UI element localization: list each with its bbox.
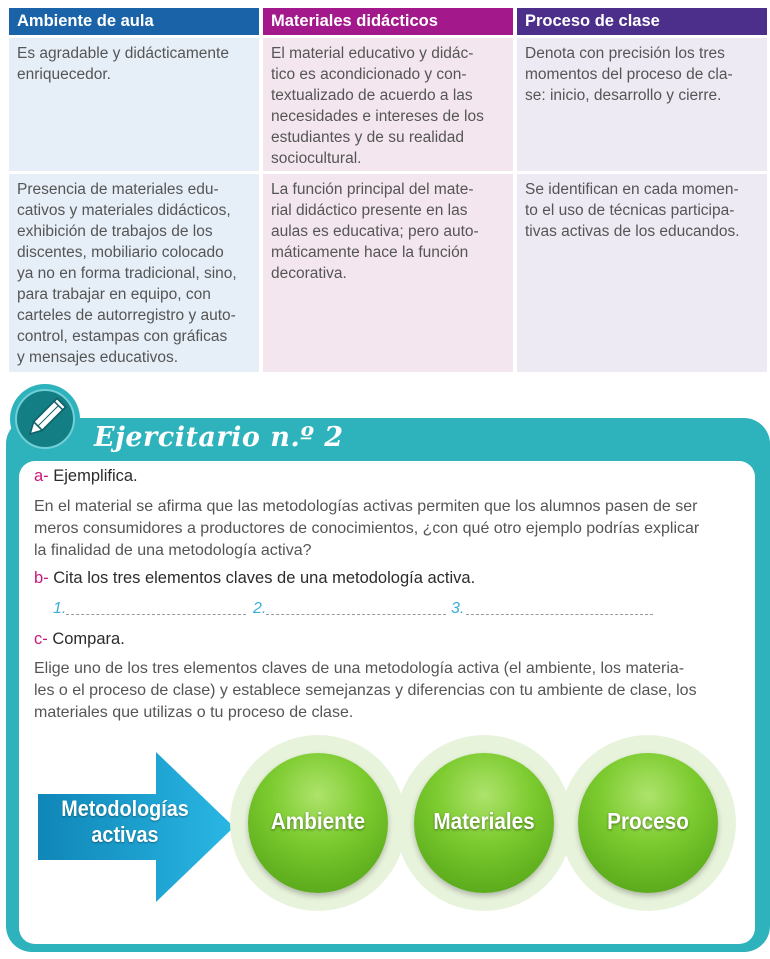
cell-line: discentes, mobiliario colocado	[17, 244, 224, 261]
header-proceso: Proceso de clase	[517, 8, 767, 35]
cell-line: enriquecedor.	[17, 66, 111, 83]
cell-line: tivas activas de los educandos.	[525, 223, 740, 240]
table-cell	[263, 174, 513, 372]
cell-line: to el uso de técnicas participa-	[525, 202, 735, 219]
cell-line: rial didáctico presente en las	[271, 202, 468, 219]
cell-line: tico es acondicionado y con-	[271, 66, 467, 83]
cell-line: control, estampas con gráficas	[17, 328, 228, 345]
text-line: Elige uno de los tres elementos claves de una metodología activa (el ambiente, los materia-	[34, 660, 685, 677]
question-b-marker: b-	[34, 569, 49, 587]
question-c-label	[34, 630, 125, 649]
cell-line: sociocultural.	[271, 150, 362, 167]
cell-line: carteles de autorregistro y auto-	[17, 307, 236, 324]
blank-1-number: 1.	[53, 600, 67, 617]
answer-line-3[interactable]	[466, 614, 653, 615]
blank-3-number: 3.	[451, 600, 465, 617]
arrow-label-line: Metodologías	[61, 796, 189, 821]
blank-2-number: 2.	[253, 600, 267, 617]
cell-line: Presencia de materiales edu-	[17, 181, 219, 198]
header-ambiente: Ambiente de aula	[9, 8, 259, 35]
cell-line: La función principal del mate-	[271, 181, 474, 198]
cell-line: El material educativo y didác-	[271, 45, 474, 62]
text-line: la finalidad de una metodología activa?	[34, 542, 312, 559]
cell-line: Se identifican en cada momen-	[525, 181, 739, 198]
text-line: materiales que utilizas o tu proceso de clase.	[34, 704, 354, 721]
cell-line: estudiantes y de su realidad	[271, 129, 465, 146]
cell-line: cativos y materiales didácticos,	[17, 202, 231, 219]
circle-label-materiales: Materiales	[433, 808, 535, 834]
header-materiales: Materiales didácticos	[263, 8, 513, 35]
text-line: En el material se afirma que las metodologías activas permiten que los alumnos pasen de ser	[34, 498, 698, 515]
question-c-text	[34, 658, 746, 724]
cell-line: decorativa.	[271, 265, 347, 282]
cell-line: Denota con precisión los tres	[525, 45, 725, 62]
cell-line: exhibición de trabajos de los	[17, 223, 213, 240]
answer-line-1[interactable]	[66, 614, 246, 615]
cell-line: textualizado de acuerdo a las	[271, 87, 473, 104]
cell-line: ya no en forma tradicional, sino,	[17, 265, 237, 282]
circle-label-proceso: Proceso	[607, 808, 689, 834]
question-a-marker: a-	[34, 467, 49, 485]
cell-line: momentos del proceso de cla-	[525, 66, 733, 83]
table-cell	[263, 38, 513, 171]
cell-line: aulas es educativa; pero auto-	[271, 223, 479, 240]
question-a-title: Ejemplifica.	[53, 467, 138, 485]
circle-label-ambiente: Ambiente	[270, 808, 366, 834]
arrow-label	[58, 796, 193, 848]
table-cell	[9, 38, 259, 171]
question-c-marker: c-	[34, 630, 48, 648]
text-line: meros consumidores a productores de conocimientos, ¿con qué otro ejemplo podrías explicar	[34, 520, 700, 537]
table-cell	[9, 174, 259, 372]
pencil-icon	[15, 389, 75, 449]
answer-line-2[interactable]	[266, 614, 446, 615]
question-a-text	[34, 496, 746, 562]
cell-line: necesidades e intereses de los	[271, 108, 484, 125]
exercise-title: Ejercitario n.º 2	[94, 422, 344, 453]
question-b-title: Cita los tres elementos claves de una metodología activa.	[53, 569, 476, 587]
question-b-label	[34, 569, 475, 588]
question-a-label	[34, 467, 138, 486]
cell-line: Es agradable y didácticamente	[17, 45, 229, 62]
cell-line: máticamente hace la función	[271, 244, 469, 261]
table-cell	[517, 38, 767, 171]
cell-line: se: inicio, desarrollo y cierre.	[525, 87, 722, 104]
arrow-label-line: activas	[91, 822, 159, 847]
cell-line: y mensajes educativos.	[17, 349, 179, 366]
table-cell	[517, 174, 767, 372]
text-line: les o el proceso de clase) y establece semejanzas y diferencias con tu ambiente de clase, los	[34, 682, 697, 699]
cell-line: para trabajar en equipo, con	[17, 286, 211, 303]
question-c-title: Compara.	[52, 630, 125, 648]
